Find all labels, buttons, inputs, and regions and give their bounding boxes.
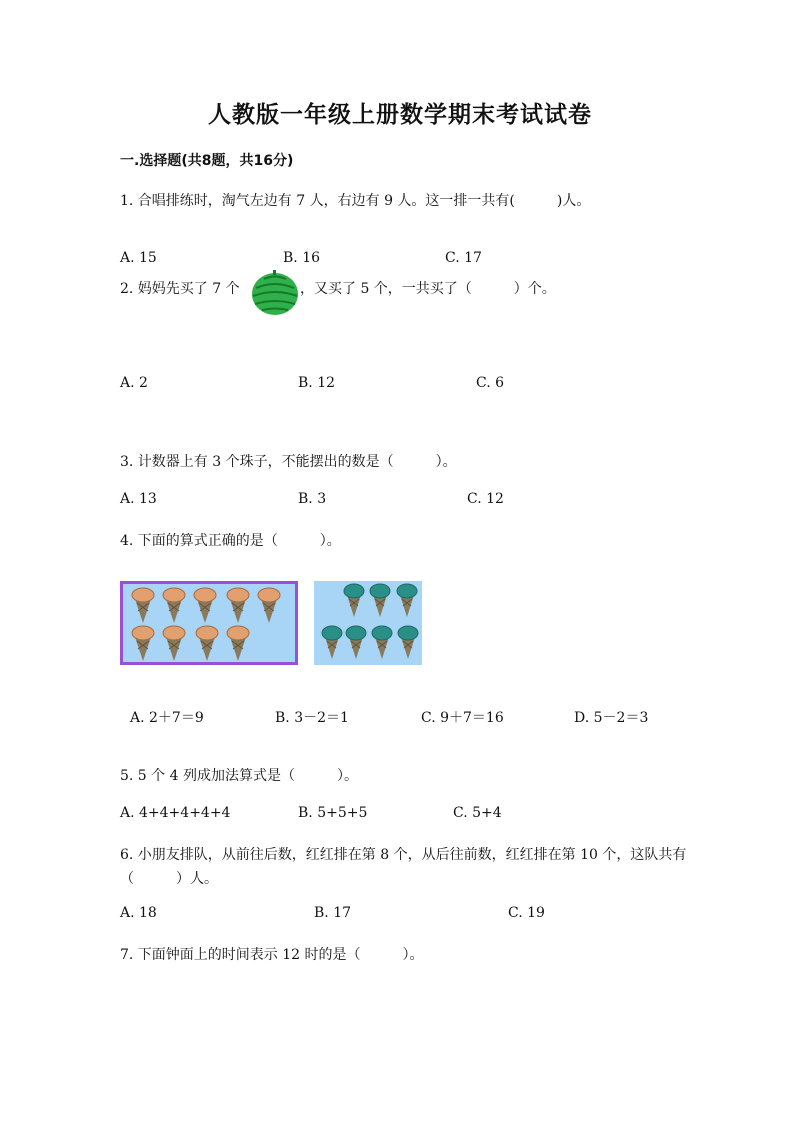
q1-option-c[interactable]: C. 17 bbox=[445, 250, 482, 266]
q6-option-c[interactable]: C. 19 bbox=[508, 905, 545, 921]
q4-option-a[interactable]: A. 2＋7＝9 bbox=[130, 710, 204, 726]
question-2-part-2: ，又买了 5 个，一共买了（ ）个。 bbox=[300, 281, 556, 297]
q3-option-a[interactable]: A. 13 bbox=[120, 491, 157, 507]
q1-option-a[interactable]: A. 15 bbox=[120, 250, 157, 266]
question-1: 1. 合唱排练时，淘气左边有 7 人，右边有 9 人。这一排一共有( )人。 bbox=[120, 193, 591, 209]
q2-option-b[interactable]: B. 12 bbox=[298, 375, 336, 391]
q4-option-d[interactable]: D. 5－2＝3 bbox=[574, 710, 649, 726]
question-4: 4. 下面的算式正确的是（ ）。 bbox=[120, 533, 341, 549]
q2-option-a[interactable]: A. 2 bbox=[120, 375, 148, 391]
watermelon-icon bbox=[250, 270, 300, 316]
q2-option-c[interactable]: C. 6 bbox=[476, 375, 505, 391]
question-7: 7. 下面钟面上的时间表示 12 时的是（ ）。 bbox=[120, 947, 424, 963]
q5-option-c[interactable]: C. 5+4 bbox=[453, 805, 502, 821]
orange-ice-cream-picture bbox=[120, 581, 298, 665]
q5-option-a[interactable]: A. 4+4+4+4+4 bbox=[120, 805, 231, 821]
q3-option-b[interactable]: B. 3 bbox=[298, 491, 327, 507]
q3-option-c[interactable]: C. 12 bbox=[467, 491, 504, 507]
question-5: 5. 5 个 4 列成加法算式是（ ）。 bbox=[120, 768, 358, 784]
q6-option-b[interactable]: B. 17 bbox=[314, 905, 352, 921]
q6-option-a[interactable]: A. 18 bbox=[120, 905, 157, 921]
q1-option-b[interactable]: B. 16 bbox=[283, 250, 321, 266]
question-3: 3. 计数器上有 3 个珠子，不能摆出的数是（ ）。 bbox=[120, 454, 457, 470]
section-header: 一.选择题(共8题，共16分) bbox=[120, 153, 294, 169]
q4-option-b[interactable]: B. 3－2＝1 bbox=[275, 710, 349, 726]
q5-option-b[interactable]: B. 5+5+5 bbox=[298, 805, 368, 821]
page-title: 人教版一年级上册数学期末考试试卷 bbox=[208, 102, 592, 128]
q4-option-c[interactable]: C. 9＋7＝16 bbox=[421, 710, 504, 726]
teal-ice-cream-picture bbox=[314, 581, 422, 665]
question-2-part-1: 2. 妈妈先买了 7 个 bbox=[120, 281, 240, 297]
question-6: 6. 小朋友排队，从前往后数，红红排在第 8 个，从后往前数，红红排在第 10 个，这队共有（ ）人。 bbox=[120, 847, 687, 887]
